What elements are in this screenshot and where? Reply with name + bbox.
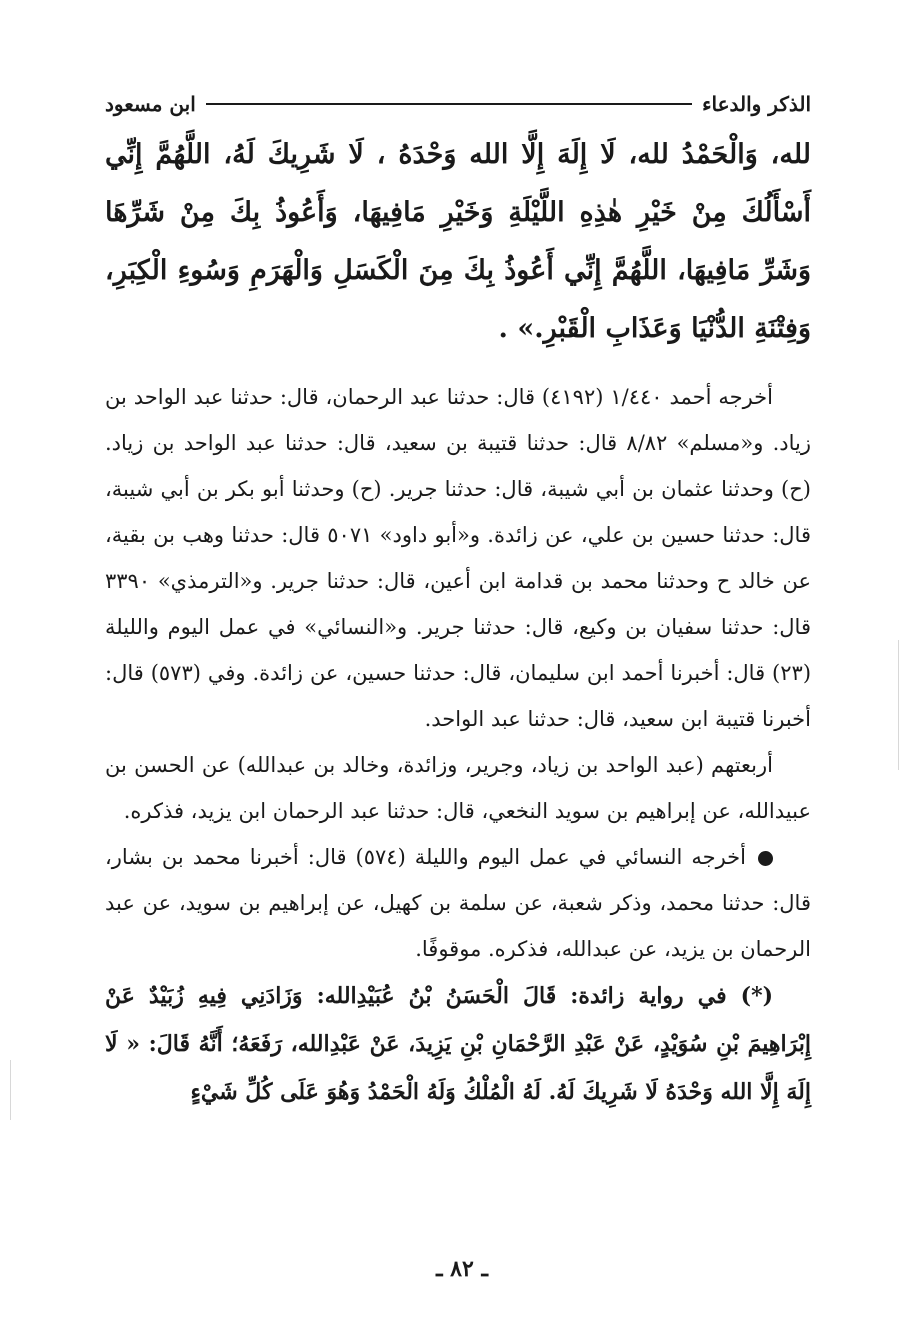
bullet-paragraph-text: أخرجه النسائي في عمل اليوم والليلة (٥٧٤) قال: أخبرنا محمد بن بشار، قال: حدثنا محمد، وذكر شعبة، عن سلمة بن كهيل، عن إبراهيم بن سويد، عن عبد الرحمان بن يزيد، عن عبدالله، فذكره. موقوفًا. — [105, 845, 811, 961]
bullet-icon — [758, 851, 773, 866]
footnote-text: في رواية زائدة: قَالَ الْحَسَنُ بْنُ عُبَيْدِالله: وَزَادَنِي فِيهِ زُبَيْدٌ عَنْ إِبْرَاهِيمَ بْنِ سُوَيْدٍ، عَنْ عَبْدِ الرَّحْمَانِ بْنِ يَزِيدَ، عَنْ عَبْدِالله، رَفَعَهُ؛ أَنَّهُ قَالَ: « لَا إِلَهَ إِلَّا الله وَحْدَهُ لَا شَرِيكَ لَهُ. لَهُ الْمُلْكُ وَلَهُ الْحَمْدُ وَهُوَ عَلَى كُلِّ شَيْءٍ — [105, 983, 811, 1105]
page-number: ـ ٨٢ ـ — [436, 1256, 488, 1282]
running-header — [105, 88, 811, 120]
bullet-paragraph — [105, 834, 811, 972]
footnote — [105, 972, 811, 1116]
header-rule — [206, 103, 692, 105]
footnote-marker: (*) — [740, 983, 773, 1009]
scan-margin-line — [10, 1060, 11, 1120]
header-author: ابن مسعود — [105, 92, 196, 116]
isnad-paragraph: أربعتهم (عبد الواحد بن زياد، وجرير، وزائدة، وخالد بن عبدالله) عن الحسن بن عبيدالله، عن إبراهيم بن سويد النخعي، قال: حدثنا عبد الرحمان ابن يزيد، فذكره. — [105, 753, 811, 823]
takhrij-paragraph: أخرجه أحمد ١/٤٤٠ (٤١٩٢) قال: حدثنا عبد الرحمان، قال: حدثنا عبد الواحد بن زياد. و«مسلم» ٨/٨٢ قال: حدثنا قتيبة بن سعيد، قال: حدثنا عبد الواحد بن زياد. (ح) وحدثنا عثمان بن أبي شيبة، قال: حدثنا جرير. (ح) وحدثنا أبو بكر بن أبي شيبة، قال: حدثنا حسين بن علي، عن زائدة. و«أبو داود» ٥٠٧١ قال: حدثنا وهب بن بقية، عن خالد ح وحدثنا محمد بن قدامة ابن أعين، قال: حدثنا جرير. و«الترمذي» ٣٣٩٠ قال: حدثنا سفيان بن وكيع، قال: حدثنا جرير. و«النسائي» في عمل اليوم والليلة (٢٣) قال: أخبرنا أحمد ابن سليمان، قال: حدثنا حسين، عن زائدة. وفي (٥٧٣) قال: أخبرنا قتيبة ابن سعيد، قال: حدثنا عبد الواحد. — [105, 385, 812, 731]
hadith-text: لله، وَالْحَمْدُ لله، لَا إِلَهَ إِلَّا الله وَحْدَهُ ، لَا شَرِيكَ لَهُ، اللَّهُمَّ إِنِّي أَسْأَلُكَ مِنْ خَيْرِ هٰذِهِ اللَّيْلَةِ وَخَيْرِ مَافِيهَا، وَأَعُوذُ بِكَ مِنْ شَرِّهَا وَشَرِّ مَافِيهَا، اللَّهُمَّ إِنِّي أَعُوذُ بِكَ مِنَ الْكَسَلِ وَالْهَرَمِ وَسُوءِ الْكِبَرِ، وَفِتْنَةِ الدُّنْيَا وَعَذَابِ الْقَبْرِ.» . — [105, 139, 811, 344]
header-title: الذكر والدعاء — [702, 92, 811, 116]
scan-margin-line — [898, 640, 899, 770]
page-body — [105, 126, 811, 1116]
